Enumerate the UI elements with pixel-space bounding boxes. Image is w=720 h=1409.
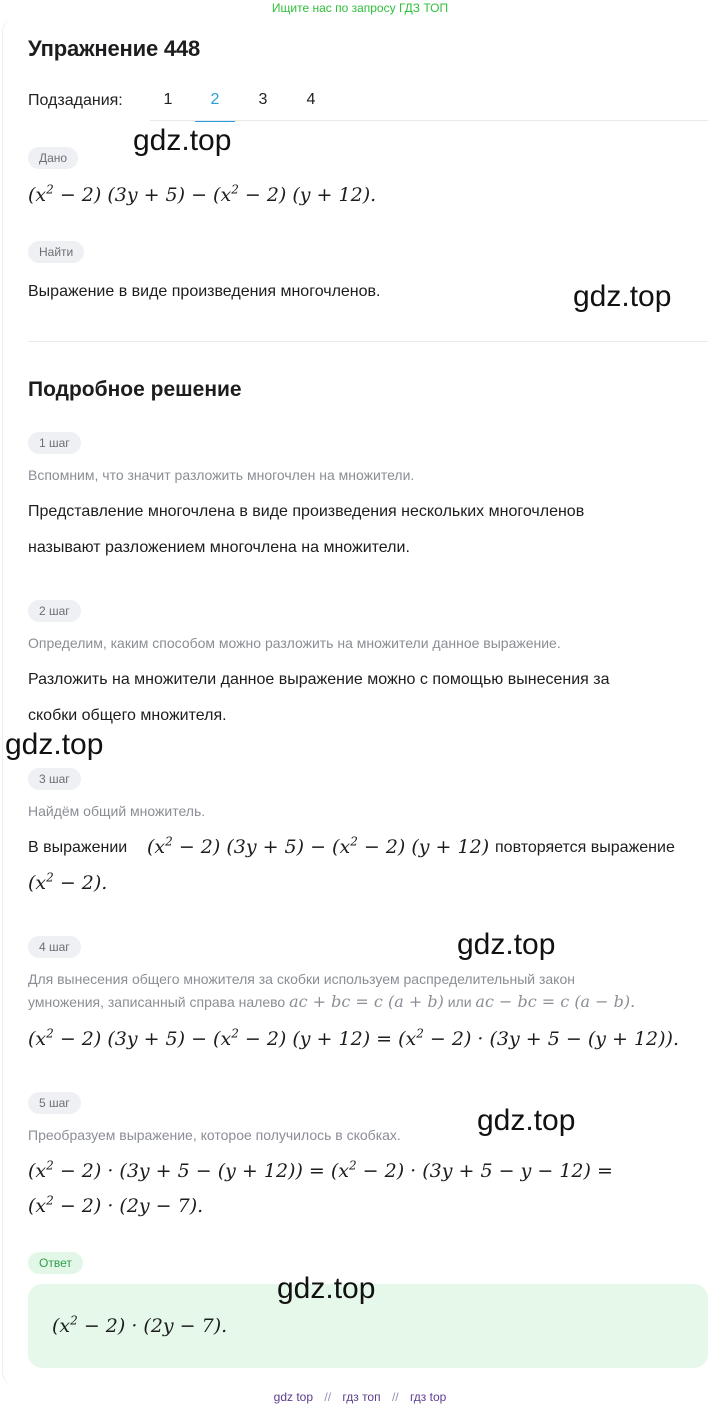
watermark: gdz.top	[5, 728, 104, 761]
answer-badge: Ответ	[28, 1252, 83, 1274]
given-expression: $(x^2 - 2) (3y + 5) - (x^2 - 2) (y + 12)$.	[28, 182, 377, 206]
footer-link-gdz-top[interactable]: gdz top	[273, 1390, 314, 1404]
footer-link-gdz-top-ru[interactable]: гдз топ	[342, 1390, 381, 1404]
subtask-tab-4[interactable]: 4	[306, 91, 316, 108]
footer-link-gdz-top-mixed[interactable]: гдз top	[409, 1390, 447, 1404]
find-badge: Найти	[28, 241, 84, 263]
footer-links	[0, 1390, 720, 1404]
step-1-text-line-2: называют разложением многочлена на множители.	[28, 539, 410, 556]
step-5-badge: 5 шаг	[28, 1092, 81, 1114]
step-4-hint-formula-1: ac + bc = c (a + b)	[289, 992, 444, 1011]
step-1-badge: 1 шаг	[28, 432, 81, 454]
step-5-hint: Преобразуем выражение, которое получилось в скобках.	[28, 1127, 401, 1143]
step-3-expression: $(x^2 - 2) (3y + 5) - (x^2 - 2) (y + 12)$	[147, 834, 490, 858]
step-2-text-line-1: Разложить на множители данное выражение можно с помощью вынесения за	[28, 671, 610, 688]
step-3-suffix: повторяется выражение	[495, 839, 675, 856]
watermark: gdz.top	[457, 928, 556, 961]
find-text: Выражение в виде произведения многочленов.	[28, 283, 381, 300]
watermark: gdz.top	[277, 1272, 376, 1305]
step-1-hint: Вспомним, что значит разложить многочлен на множители.	[28, 467, 415, 483]
step-4-hint-text: умножения, записанный справа налево	[28, 994, 286, 1010]
step-3-common-factor: $(x^2 - 2)$.	[28, 870, 108, 894]
step-5-expression-line-1: $(x^2 - 2) \cdot (3y + 5 - (y + 12)) = (x^2 - 2) \cdot (3y + 5 - y - 12)$ =	[28, 1158, 613, 1182]
step-4-hint-formula-2: ac − bc = c (a − b).	[475, 992, 636, 1011]
step-2-text-line-2: скобки общего множителя.	[28, 707, 227, 724]
top-banner[interactable]: Ищите нас по запросу ГДЗ ТОП	[271, 1, 449, 15]
step-4-badge: 4 шаг	[28, 936, 81, 958]
step-2-hint: Определим, каким способом можно разложить на множители данное выражение.	[28, 635, 561, 651]
step-2-badge: 2 шаг	[28, 600, 81, 622]
step-5-expression-line-2: $(x^2 - 2) \cdot (2y - 7)$.	[28, 1193, 204, 1217]
solution-title: Подробное решение	[28, 378, 242, 401]
subtask-tab-1[interactable]: 1	[163, 91, 173, 108]
step-4-expression: $(x^2 - 2) (3y + 5) - (x^2 - 2) (y + 12) = (x^2 - 2) \cdot (3y + 5 - (y + 12))$.	[28, 1026, 680, 1050]
footer-separator: //	[391, 1390, 399, 1404]
step-4-hint-line-1: Для вынесения общего множителя за скобки используем распределительный закон	[28, 971, 575, 987]
step-1-text-line-1: Представление многочлена в виде произведения нескольких многочленов	[28, 503, 585, 520]
subtasks-label: Подзадания:	[28, 92, 123, 109]
answer-expression: $(x^2 - 2) \cdot (2y - 7)$.	[52, 1313, 228, 1337]
footer-separator: //	[324, 1390, 332, 1404]
section-divider	[28, 341, 708, 342]
subtask-tab-3[interactable]: 3	[258, 91, 268, 108]
step-3-hint: Найдём общий множитель.	[28, 803, 206, 819]
step-3-prefix: В выражении	[28, 839, 128, 856]
page-title: Упражнение 448	[28, 36, 200, 61]
subtask-tab-2[interactable]: 2	[195, 90, 235, 122]
step-4-hint-or: или	[447, 994, 472, 1010]
watermark: gdz.top	[133, 124, 232, 157]
given-badge: Дано	[28, 147, 78, 169]
step-4-hint-line-2	[28, 992, 635, 1011]
watermark: gdz.top	[477, 1104, 576, 1137]
step-3-badge: 3 шаг	[28, 768, 81, 790]
watermark: gdz.top	[573, 280, 672, 313]
subtabs-divider	[150, 120, 708, 121]
